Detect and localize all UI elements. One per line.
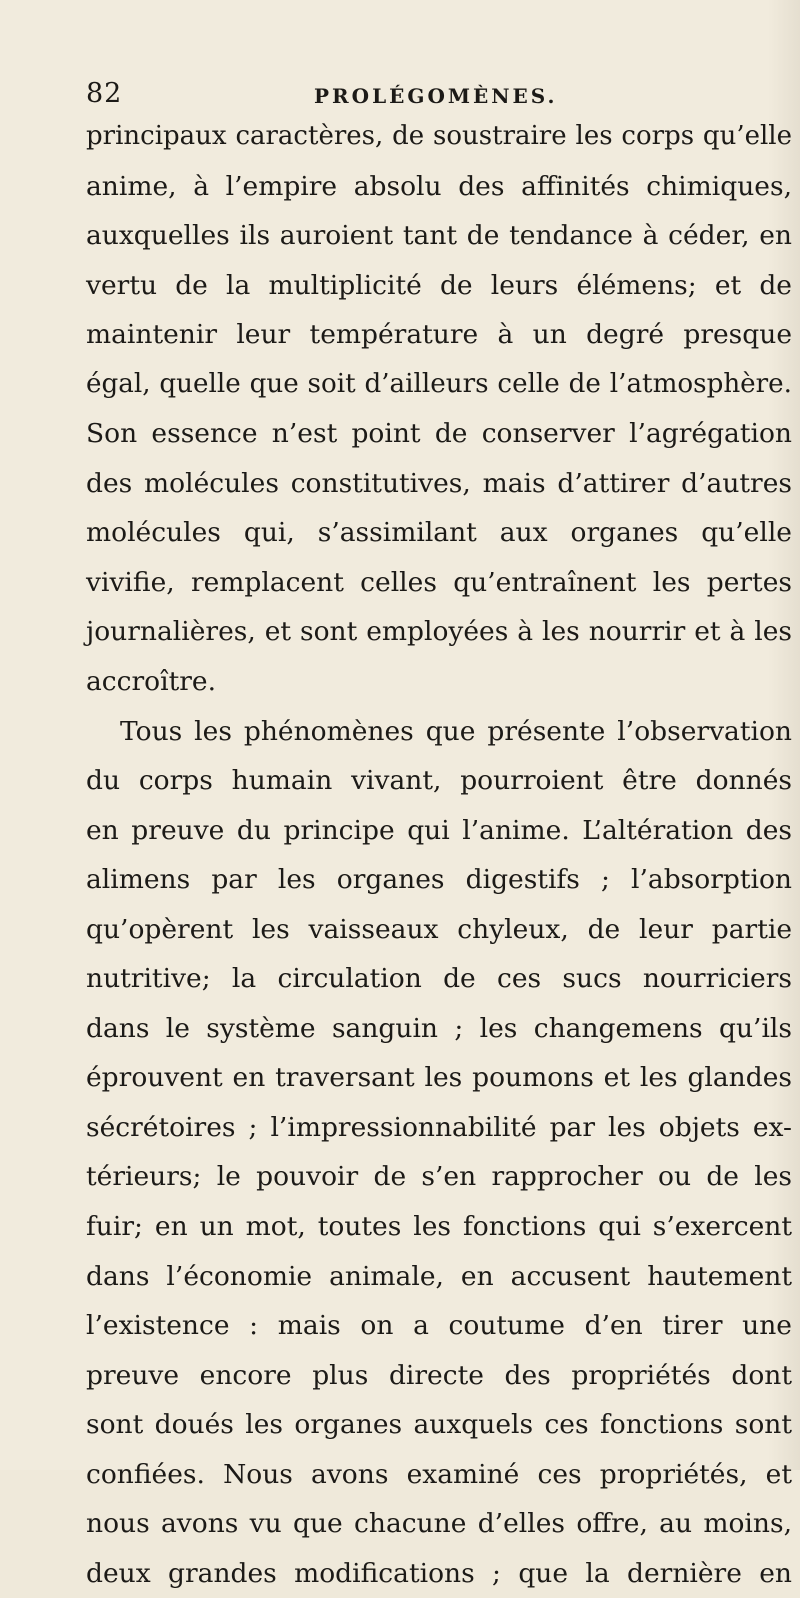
text-line: en preuve du principe qui l’anime. L’altération des <box>86 814 792 846</box>
text-line: sont doués les organes auxquels ces fonctions sont <box>86 1409 792 1441</box>
running-title: PROLÉGOMÈNES. <box>314 84 558 108</box>
text-line: térieurs; le pouvoir de s’en rapprocher ou de les <box>86 1161 792 1193</box>
text-line: égal, quelle que soit d’ailleurs celle de l’atmosphère. <box>86 368 792 399</box>
text-line: journalières, et sont employées à les nourrir et à les <box>86 616 792 648</box>
text-line: Son essence n’est point de conserver l’agrégation <box>86 418 792 450</box>
text-line: auxquelles ils auroient tant de tendance à céder, en <box>86 220 792 252</box>
text-line: deux grandes modifications ; que la dernière en <box>86 1557 792 1589</box>
text-line: preuve encore plus directe des propriétés dont <box>86 1359 792 1391</box>
text-line: du corps humain vivant, pourroient être donnés <box>86 765 792 797</box>
text-line: anime, à l’empire absolu des affinités chimiques, <box>86 170 792 202</box>
text-line: alimens par les organes digestifs ; l’absorption <box>86 864 792 896</box>
text-line: sécrétoires ; l’impressionnabilité par les objets ex- <box>86 1111 792 1143</box>
text-line: des molécules constitutives, mais d’attirer d’autres <box>86 467 792 499</box>
text-line: fuir; en un mot, toutes les fonctions qui s’exercent <box>86 1211 792 1243</box>
text-line: nutritive; la circulation de ces sucs nourriciers <box>86 963 792 995</box>
text-line: principaux caractères, de soustraire les corps qu’elle <box>86 121 792 151</box>
text-line: vertu de la multiplicité de leurs élémens; et de <box>86 269 792 301</box>
text-line: éprouvent en traversant les poumons et les glandes <box>86 1062 792 1094</box>
text-line: vivifie, remplacent celles qu’entraînent les pertes <box>86 566 792 598</box>
text-line: l’existence : mais on a coutume d’en tirer une <box>86 1310 792 1342</box>
text-line: Tous les phénomènes que présente l’observation <box>120 715 792 747</box>
text-line: dans le système sanguin ; les changemens qu’ils <box>86 1012 792 1044</box>
page-number: 82 <box>86 78 123 109</box>
text-line: nous avons vu que chacune d’elles offre, au moins, <box>86 1508 792 1540</box>
text-line: confiées. Nous avons examiné ces propriétés, et <box>86 1458 792 1490</box>
text-line: qu’opèrent les vaisseaux chyleux, de leur partie <box>86 913 792 945</box>
text-line: accroître. <box>86 666 217 698</box>
text-line: molécules qui, s’assimilant aux organes qu’elle <box>86 517 792 549</box>
body-text <box>86 112 792 1598</box>
text-line: dans l’économie animale, en accusent hautement <box>86 1260 792 1292</box>
text-line: maintenir leur température à un degré presque <box>86 319 792 351</box>
